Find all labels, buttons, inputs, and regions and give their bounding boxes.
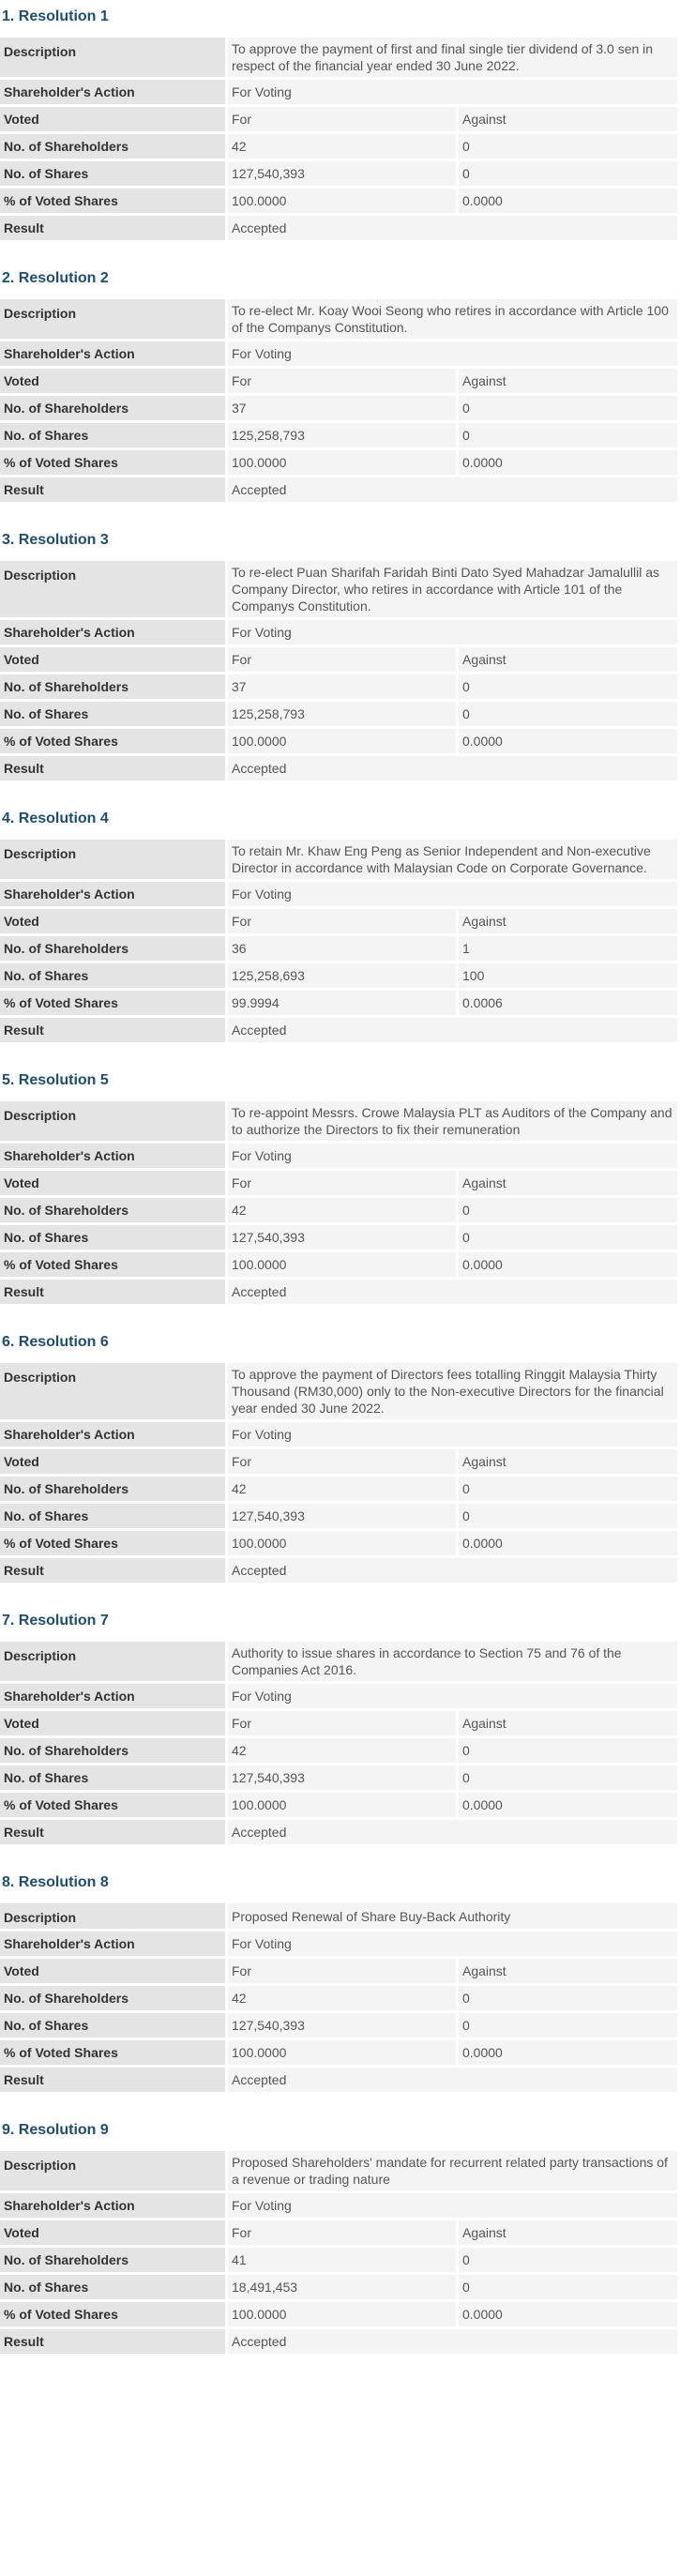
description-label: Description	[0, 2151, 225, 2190]
shares-count-row	[0, 2275, 677, 2299]
shares-against-value: 0	[456, 2275, 677, 2299]
shareholders-action-label: Shareholder's Action	[0, 341, 225, 366]
voted-row	[0, 1711, 677, 1735]
shareholders-count-label: No. of Shareholders	[0, 2248, 225, 2272]
result-row	[0, 1280, 677, 1304]
shareholders-action-row	[0, 1422, 677, 1447]
voted-shares-percent-row	[0, 189, 677, 213]
voted-shares-percent-label: % of Voted Shares	[0, 729, 225, 753]
resolution-table	[0, 1099, 677, 1307]
voted-against-header: Against	[456, 1959, 677, 1983]
shareholders-count-label: No. of Shareholders	[0, 1198, 225, 1222]
shares-count-label: No. of Shares	[0, 702, 225, 726]
shares-count-label: No. of Shares	[0, 161, 225, 186]
voted-label: Voted	[0, 2220, 225, 2245]
description-label: Description	[0, 1642, 225, 1681]
voted-against-header: Against	[456, 1171, 677, 1195]
resolution-section	[0, 1069, 680, 1307]
voted-for-header: For	[225, 1449, 456, 1474]
shares-for-value: 127,540,393	[225, 2013, 456, 2038]
voted-shares-percent-label: % of Voted Shares	[0, 2302, 225, 2326]
shares-count-row	[0, 1225, 677, 1250]
shareholders-action-value: For Voting	[225, 620, 677, 644]
result-label: Result	[0, 477, 225, 502]
voted-for-header: For	[225, 647, 456, 672]
resolution-title: 2. Resolution 2	[2, 270, 109, 286]
result-value: Accepted	[225, 216, 677, 240]
voted-for-header: For	[225, 1711, 456, 1735]
result-value: Accepted	[225, 1820, 677, 1844]
shareholders-action-value: For Voting	[225, 2193, 677, 2218]
description-value: To approve the payment of first and final single tier dividend of 3.0 sen in respect of the financial year ended 30 June 2022.	[225, 38, 677, 77]
voted-against-header: Against	[456, 909, 677, 933]
shares-for-value: 127,540,393	[225, 161, 456, 186]
description-row	[0, 2151, 677, 2190]
percent-against-value: 0.0000	[456, 2040, 677, 2065]
shareholders-action-value: For Voting	[225, 882, 677, 906]
result-label: Result	[0, 1558, 225, 1583]
resolution-title: 1. Resolution 1	[2, 8, 109, 24]
description-row	[0, 840, 677, 879]
shareholders-against-value: 0	[456, 1986, 677, 2010]
voted-shares-percent-row	[0, 729, 677, 753]
percent-against-value: 0.0000	[456, 2302, 677, 2326]
shareholders-action-value: For Voting	[225, 1932, 677, 1956]
shareholders-count-row	[0, 674, 677, 699]
shareholders-against-value: 1	[456, 936, 677, 961]
result-label: Result	[0, 216, 225, 240]
shares-for-value: 127,540,393	[225, 1225, 456, 1250]
shares-count-row	[0, 1765, 677, 1790]
shareholders-action-label: Shareholder's Action	[0, 1144, 225, 1168]
resolution-table	[0, 1901, 677, 2095]
voted-against-header: Against	[456, 369, 677, 393]
shareholders-against-value: 0	[456, 1738, 677, 1763]
shareholders-count-label: No. of Shareholders	[0, 674, 225, 699]
result-row	[0, 1558, 677, 1583]
voted-shares-percent-row	[0, 2302, 677, 2326]
shareholders-action-label: Shareholder's Action	[0, 80, 225, 104]
shareholders-action-label: Shareholder's Action	[0, 1422, 225, 1447]
shares-count-row	[0, 161, 677, 186]
voted-label: Voted	[0, 107, 225, 131]
shareholders-against-value: 0	[456, 2248, 677, 2272]
resolution-section	[0, 267, 680, 505]
description-label: Description	[0, 299, 225, 339]
percent-against-value: 0.0000	[456, 189, 677, 213]
shareholders-action-value: For Voting	[225, 80, 677, 104]
shareholders-for-value: 42	[225, 1477, 456, 1501]
percent-for-value: 100.0000	[225, 1531, 456, 1555]
resolution-section	[0, 1331, 680, 1585]
resolution-section	[0, 2119, 680, 2356]
result-label: Result	[0, 2329, 225, 2354]
voted-for-header: For	[225, 369, 456, 393]
shares-against-value: 0	[456, 1504, 677, 1528]
percent-for-value: 100.0000	[225, 1252, 456, 1277]
percent-against-value: 0.0000	[456, 1252, 677, 1277]
result-label: Result	[0, 1820, 225, 1844]
shareholders-action-label: Shareholder's Action	[0, 1684, 225, 1708]
percent-for-value: 100.0000	[225, 450, 456, 475]
description-label: Description	[0, 1903, 225, 1929]
result-value: Accepted	[225, 1558, 677, 1583]
voted-shares-percent-label: % of Voted Shares	[0, 1531, 225, 1555]
voted-shares-percent-label: % of Voted Shares	[0, 450, 225, 475]
shares-count-label: No. of Shares	[0, 963, 225, 988]
description-label: Description	[0, 840, 225, 879]
result-label: Result	[0, 2068, 225, 2092]
voted-shares-percent-row	[0, 1793, 677, 1817]
voted-row	[0, 909, 677, 933]
shareholders-for-value: 41	[225, 2248, 456, 2272]
result-value: Accepted	[225, 756, 677, 780]
result-label: Result	[0, 756, 225, 780]
percent-for-value: 100.0000	[225, 2302, 456, 2326]
shareholders-action-row	[0, 1144, 677, 1168]
shareholders-action-value: For Voting	[225, 1144, 677, 1168]
shareholders-against-value: 0	[456, 674, 677, 699]
shareholders-action-label: Shareholder's Action	[0, 882, 225, 906]
voted-against-header: Against	[456, 107, 677, 131]
description-label: Description	[0, 38, 225, 77]
resolution-title: 4. Resolution 4	[2, 811, 109, 826]
shareholders-against-value: 0	[456, 1198, 677, 1222]
shareholders-count-row	[0, 396, 677, 420]
voted-shares-percent-row	[0, 991, 677, 1015]
voted-label: Voted	[0, 369, 225, 393]
voted-label: Voted	[0, 1711, 225, 1735]
voted-shares-percent-row	[0, 1531, 677, 1555]
percent-against-value: 0.0000	[456, 1531, 677, 1555]
shareholders-for-value: 42	[225, 1738, 456, 1763]
voted-row	[0, 369, 677, 393]
description-label: Description	[0, 561, 225, 617]
shareholders-against-value: 0	[456, 134, 677, 159]
description-value: To re-elect Puan Sharifah Faridah Binti Dato Syed Mahadzar Jamalullil as Company Director, who retires in accordance with Article 101 of the Companys Constitution.	[225, 561, 677, 617]
resolution-table	[0, 558, 677, 783]
shareholders-count-row	[0, 1198, 677, 1222]
result-value: Accepted	[225, 1280, 677, 1304]
shares-count-row	[0, 1504, 677, 1528]
shareholders-count-label: No. of Shareholders	[0, 936, 225, 961]
shares-count-row	[0, 963, 677, 988]
resolution-table	[0, 1639, 677, 1847]
resolution-title: 7. Resolution 7	[2, 1613, 109, 1629]
resolution-table	[0, 35, 677, 243]
description-row	[0, 1363, 677, 1419]
resolution-title: 5. Resolution 5	[2, 1072, 109, 1088]
shareholders-action-row	[0, 1932, 677, 1956]
shares-against-value: 0	[456, 1225, 677, 1250]
voted-against-header: Against	[456, 2220, 677, 2245]
result-value: Accepted	[225, 2068, 677, 2092]
voted-against-header: Against	[456, 1711, 677, 1735]
result-value: Accepted	[225, 1018, 677, 1042]
shareholders-action-row	[0, 341, 677, 366]
shareholders-action-label: Shareholder's Action	[0, 620, 225, 644]
percent-for-value: 100.0000	[225, 189, 456, 213]
voted-against-header: Against	[456, 1449, 677, 1474]
shareholders-action-row	[0, 2193, 677, 2218]
shareholders-action-value: For Voting	[225, 1684, 677, 1708]
shareholders-action-label: Shareholder's Action	[0, 1932, 225, 1956]
description-row	[0, 299, 677, 339]
resolution-table	[0, 837, 677, 1045]
shares-count-row	[0, 702, 677, 726]
result-row	[0, 2329, 677, 2354]
voted-shares-percent-row	[0, 450, 677, 475]
description-value: Proposed Shareholders' mandate for recurrent related party transactions of a revenue or trading nature	[225, 2151, 677, 2190]
resolution-title: 3. Resolution 3	[2, 532, 109, 548]
shareholders-action-value: For Voting	[225, 341, 677, 366]
voted-shares-percent-label: % of Voted Shares	[0, 1793, 225, 1817]
percent-against-value: 0.0000	[456, 450, 677, 475]
percent-for-value: 99.9994	[225, 991, 456, 1015]
result-label: Result	[0, 1280, 225, 1304]
shares-for-value: 125,258,693	[225, 963, 456, 988]
shareholders-count-row	[0, 936, 677, 961]
description-value: To approve the payment of Directors fees totalling Ringgit Malaysia Thirty Thousand (RM30,000) only to the Non-executive Directors for the financial year ended 30 June 2022.	[225, 1363, 677, 1419]
voted-for-header: For	[225, 107, 456, 131]
shareholders-for-value: 42	[225, 1198, 456, 1222]
shareholders-count-label: No. of Shareholders	[0, 396, 225, 420]
resolution-section	[0, 529, 680, 783]
shareholders-against-value: 0	[456, 396, 677, 420]
resolution-title: 6. Resolution 6	[2, 1334, 109, 1350]
shareholders-for-value: 36	[225, 936, 456, 961]
shares-for-value: 127,540,393	[225, 1765, 456, 1790]
shareholders-count-label: No. of Shareholders	[0, 1477, 225, 1501]
shares-against-value: 0	[456, 423, 677, 447]
result-row	[0, 477, 677, 502]
shares-for-value: 125,258,793	[225, 702, 456, 726]
resolution-title: 8. Resolution 8	[2, 1874, 109, 1890]
voted-label: Voted	[0, 647, 225, 672]
description-value: To re-elect Mr. Koay Wooi Seong who retires in accordance with Article 100 of the Companys Constitution.	[225, 299, 677, 339]
shareholders-count-row	[0, 1986, 677, 2010]
shareholders-for-value: 37	[225, 674, 456, 699]
voted-row	[0, 1449, 677, 1474]
shareholders-against-value: 0	[456, 1477, 677, 1501]
shares-against-value: 0	[456, 702, 677, 726]
shareholders-count-label: No. of Shareholders	[0, 1986, 225, 2010]
percent-against-value: 0.0000	[456, 729, 677, 753]
resolution-table	[0, 1360, 677, 1585]
shares-for-value: 125,258,793	[225, 423, 456, 447]
shareholders-count-label: No. of Shareholders	[0, 134, 225, 159]
shares-count-label: No. of Shares	[0, 423, 225, 447]
percent-for-value: 100.0000	[225, 2040, 456, 2065]
voted-for-header: For	[225, 909, 456, 933]
description-row	[0, 1903, 677, 1929]
voted-row	[0, 1171, 677, 1195]
resolution-table	[0, 296, 677, 505]
voted-shares-percent-row	[0, 2040, 677, 2065]
voted-row	[0, 2220, 677, 2245]
description-row	[0, 561, 677, 617]
voted-for-header: For	[225, 1171, 456, 1195]
result-row	[0, 2068, 677, 2092]
voted-against-header: Against	[456, 647, 677, 672]
result-row	[0, 1018, 677, 1042]
resolution-title: 9. Resolution 9	[2, 2122, 109, 2138]
voted-label: Voted	[0, 1171, 225, 1195]
voted-shares-percent-label: % of Voted Shares	[0, 2040, 225, 2065]
shares-for-value: 18,491,453	[225, 2275, 456, 2299]
shares-count-label: No. of Shares	[0, 1504, 225, 1528]
shareholders-count-row	[0, 1738, 677, 1763]
description-row	[0, 1642, 677, 1681]
shares-count-row	[0, 423, 677, 447]
shareholders-action-row	[0, 882, 677, 906]
voted-label: Voted	[0, 909, 225, 933]
shares-count-label: No. of Shares	[0, 2013, 225, 2038]
shares-against-value: 0	[456, 2013, 677, 2038]
shareholders-action-row	[0, 1684, 677, 1708]
shareholders-count-row	[0, 134, 677, 159]
shareholders-for-value: 37	[225, 396, 456, 420]
resolution-section	[0, 1610, 680, 1847]
percent-for-value: 100.0000	[225, 729, 456, 753]
percent-against-value: 0.0006	[456, 991, 677, 1015]
voted-shares-percent-row	[0, 1252, 677, 1277]
result-row	[0, 756, 677, 780]
description-row	[0, 38, 677, 77]
shares-count-row	[0, 2013, 677, 2038]
resolution-section	[0, 6, 680, 243]
result-value: Accepted	[225, 2329, 677, 2354]
description-label: Description	[0, 1363, 225, 1419]
voted-label: Voted	[0, 1449, 225, 1474]
shares-against-value: 0	[456, 161, 677, 186]
shares-count-label: No. of Shares	[0, 2275, 225, 2299]
description-value: Proposed Renewal of Share Buy-Back Authority	[225, 1903, 677, 1929]
shareholders-for-value: 42	[225, 134, 456, 159]
description-value: To re-appoint Messrs. Crowe Malaysia PLT as Auditors of the Company and to authorize the Directors to fix their remuneration	[225, 1101, 677, 1141]
shares-count-label: No. of Shares	[0, 1765, 225, 1790]
shareholders-count-row	[0, 1477, 677, 1501]
percent-against-value: 0.0000	[456, 1793, 677, 1817]
voted-row	[0, 1959, 677, 1983]
shareholders-count-label: No. of Shareholders	[0, 1738, 225, 1763]
description-value: Authority to issue shares in accordance to Section 75 and 76 of the Companies Act 2016.	[225, 1642, 677, 1681]
shareholders-action-row	[0, 80, 677, 104]
result-row	[0, 1820, 677, 1844]
shareholders-count-row	[0, 2248, 677, 2272]
shareholders-action-value: For Voting	[225, 1422, 677, 1447]
description-value: To retain Mr. Khaw Eng Peng as Senior Independent and Non-executive Director in accordance with Malaysian Code on Corporate Governance.	[225, 840, 677, 879]
result-value: Accepted	[225, 477, 677, 502]
result-row	[0, 216, 677, 240]
description-label: Description	[0, 1101, 225, 1141]
shares-count-label: No. of Shares	[0, 1225, 225, 1250]
voted-for-header: For	[225, 1959, 456, 1983]
voted-label: Voted	[0, 1959, 225, 1983]
voted-for-header: For	[225, 2220, 456, 2245]
shares-for-value: 127,540,393	[225, 1504, 456, 1528]
shareholders-action-row	[0, 620, 677, 644]
voted-shares-percent-label: % of Voted Shares	[0, 1252, 225, 1277]
voted-shares-percent-label: % of Voted Shares	[0, 991, 225, 1015]
shareholders-action-label: Shareholder's Action	[0, 2193, 225, 2218]
shares-against-value: 100	[456, 963, 677, 988]
voted-row	[0, 107, 677, 131]
resolution-section	[0, 1871, 680, 2095]
description-row	[0, 1101, 677, 1141]
voted-shares-percent-label: % of Voted Shares	[0, 189, 225, 213]
shareholders-for-value: 42	[225, 1986, 456, 2010]
shares-against-value: 0	[456, 1765, 677, 1790]
voted-row	[0, 647, 677, 672]
resolution-section	[0, 808, 680, 1045]
percent-for-value: 100.0000	[225, 1793, 456, 1817]
resolution-table	[0, 2148, 677, 2356]
result-label: Result	[0, 1018, 225, 1042]
